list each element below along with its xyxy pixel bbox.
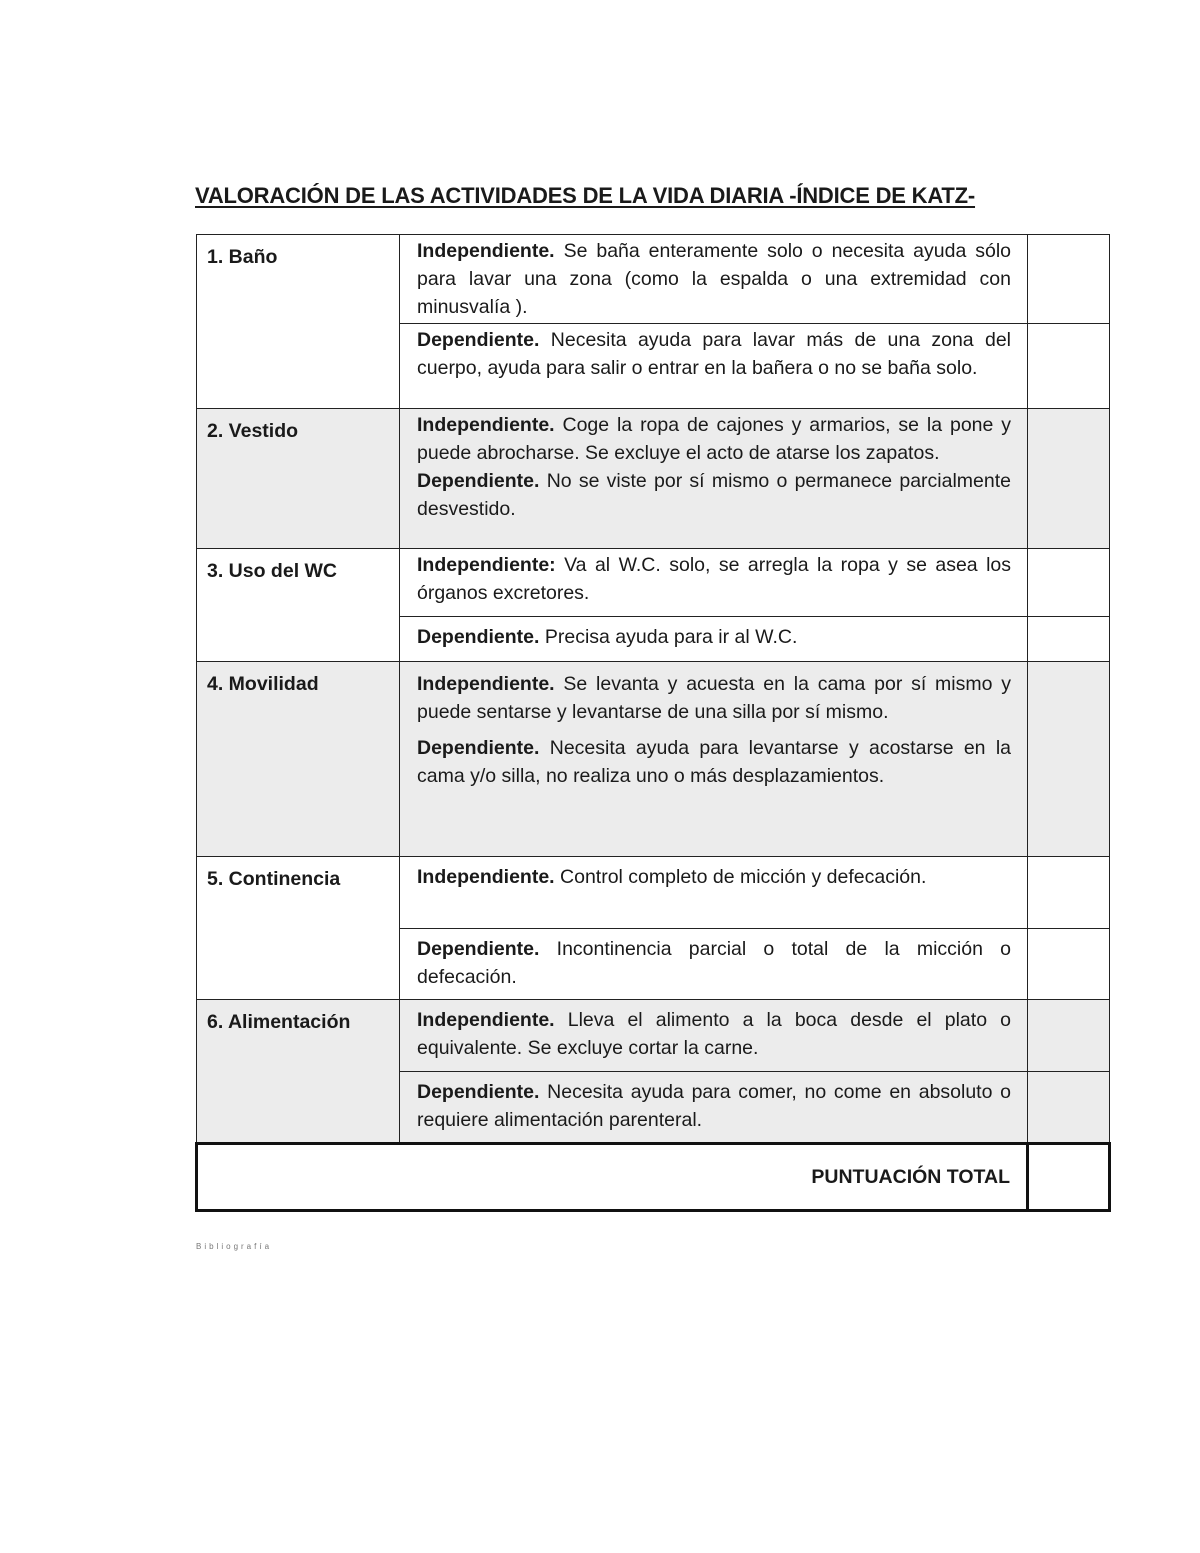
activity-name: 6. Alimentación bbox=[197, 1000, 400, 1144]
independent-label: Independiente. bbox=[417, 414, 555, 436]
score-cell[interactable] bbox=[1028, 662, 1110, 857]
table-row bbox=[197, 549, 1110, 617]
total-row bbox=[197, 1144, 1110, 1211]
independent-text: Va al W.C. solo, se arregla la ropa y se asea los órganos excretores. bbox=[417, 554, 1011, 604]
dependent-label: Dependiente. bbox=[417, 626, 540, 648]
dependent-text: Necesita ayuda para levantarse y acostarse en la cama y/o silla, no realiza uno o más desplazamientos. bbox=[417, 737, 1012, 787]
score-cell[interactable] bbox=[1028, 857, 1110, 929]
score-cell[interactable] bbox=[1028, 324, 1110, 409]
dependent-description bbox=[400, 929, 1028, 1000]
table-row bbox=[197, 662, 1110, 857]
katz-index-table bbox=[195, 234, 1111, 1212]
score-cell[interactable] bbox=[1028, 617, 1110, 662]
table-row bbox=[197, 857, 1110, 929]
dependent-label: Dependiente. bbox=[417, 938, 540, 960]
activity-name: 1. Baño bbox=[197, 235, 400, 409]
dependent-text: Precisa ayuda para ir al W.C. bbox=[544, 626, 798, 648]
score-cell[interactable] bbox=[1028, 549, 1110, 617]
independent-label: Independiente. bbox=[417, 240, 555, 262]
activity-name: 3. Uso del WC bbox=[197, 549, 400, 662]
table-row bbox=[197, 1000, 1110, 1072]
score-cell[interactable] bbox=[1028, 235, 1110, 324]
independent-text: Lleva el alimento a la boca desde el plato o equivalente. Se excluye cortar la carne. bbox=[417, 1009, 1011, 1059]
table-row bbox=[197, 409, 1110, 549]
dependent-text: Necesita ayuda para lavar más de una zona del cuerpo, ayuda para salir o entrar en la bañera o no se baña solo. bbox=[417, 329, 1011, 379]
score-cell[interactable] bbox=[1028, 1000, 1110, 1072]
independent-description bbox=[400, 549, 1028, 617]
table-row bbox=[197, 235, 1110, 324]
dependent-text: Necesita ayuda para comer, no come en absoluto o requiere alimentación parenteral. bbox=[417, 1081, 1011, 1131]
activity-name: 4. Movilidad bbox=[197, 662, 400, 857]
total-score-cell[interactable] bbox=[1028, 1144, 1110, 1211]
footer-mark: Bibliografía bbox=[196, 1242, 273, 1251]
independent-label: Independiente. bbox=[417, 1009, 555, 1031]
dependent-label: Dependiente. bbox=[417, 470, 540, 492]
dependent-description bbox=[400, 1072, 1028, 1144]
dependent-description bbox=[400, 617, 1028, 662]
document-title: VALORACIÓN DE LAS ACTIVIDADES DE LA VIDA DIARIA -ÍNDICE DE KATZ- bbox=[195, 183, 976, 208]
activity-name: 2. Vestido bbox=[197, 409, 400, 549]
independent-label: Independiente. bbox=[417, 673, 555, 695]
independent-text: Se levanta y acuesta en la cama por sí mismo y puede sentarse y levantarse de una silla por sí mismo. bbox=[417, 673, 1011, 723]
combined-description bbox=[400, 662, 1028, 857]
independent-text: Control completo de micción y defecación. bbox=[560, 866, 927, 888]
independent-description bbox=[400, 857, 1028, 929]
total-label: PUNTUACIÓN TOTAL bbox=[197, 1144, 1028, 1211]
independent-label: Independiente. bbox=[417, 866, 555, 888]
score-cell[interactable] bbox=[1028, 1072, 1110, 1144]
independent-description bbox=[400, 235, 1028, 324]
dependent-text: Incontinencia parcial o total de la micción o defecación. bbox=[417, 938, 1012, 988]
dependent-text: No se viste por sí mismo o permanece parcialmente desvestido. bbox=[417, 470, 1011, 520]
activity-name: 5. Continencia bbox=[197, 857, 400, 1000]
independent-text: Se baña enteramente solo o necesita ayuda sólo para lavar una zona (como la espalda o una extremidad con minusvalía ). bbox=[417, 240, 1012, 318]
independent-description bbox=[400, 1000, 1028, 1072]
independent-text: Coge la ropa de cajones y armarios, se la pone y puede abrocharse. Se excluye el acto de atarse los zapatos. bbox=[417, 414, 1011, 464]
independent-label: Independiente: bbox=[417, 554, 556, 576]
score-cell[interactable] bbox=[1028, 929, 1110, 1000]
score-cell[interactable] bbox=[1028, 409, 1110, 549]
dependent-label: Dependiente. bbox=[417, 329, 540, 351]
dependent-label: Dependiente. bbox=[417, 1081, 540, 1103]
combined-description bbox=[400, 409, 1028, 549]
dependent-label: Dependiente. bbox=[417, 737, 540, 759]
dependent-description bbox=[400, 324, 1028, 409]
